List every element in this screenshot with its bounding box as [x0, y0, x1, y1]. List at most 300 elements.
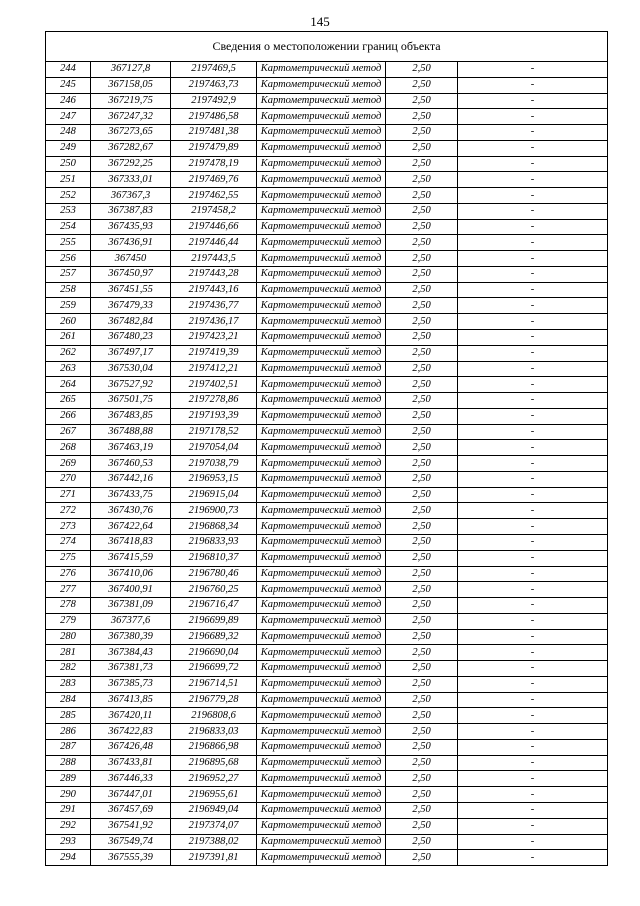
cell-description: -	[458, 850, 608, 866]
cell-point-number: 291	[46, 802, 91, 818]
cell-coordinate-x: 367480,23	[91, 330, 171, 346]
cell-point-number: 254	[46, 219, 91, 235]
cell-coordinate-y: 2196833,93	[171, 534, 257, 550]
table-row	[46, 519, 608, 535]
cell-coordinate-y: 2197486,58	[171, 109, 257, 125]
cell-coordinate-y: 2197436,77	[171, 298, 257, 314]
cell-method: Картометрический метод	[257, 755, 386, 771]
cell-method: Картометрический метод	[257, 345, 386, 361]
cell-description: -	[458, 724, 608, 740]
cell-point-number: 272	[46, 503, 91, 519]
table-row	[46, 109, 608, 125]
cell-method: Картометрический метод	[257, 266, 386, 282]
cell-coordinate-x: 367450	[91, 251, 171, 267]
cell-method: Картометрический метод	[257, 408, 386, 424]
cell-coordinate-x: 367273,65	[91, 125, 171, 141]
cell-accuracy: 2,50	[386, 235, 458, 251]
cell-accuracy: 2,50	[386, 850, 458, 866]
table-row	[46, 62, 608, 78]
cell-method: Картометрический метод	[257, 550, 386, 566]
cell-coordinate-x: 367447,01	[91, 787, 171, 803]
cell-method: Картометрический метод	[257, 850, 386, 866]
cell-coordinate-x: 367426,48	[91, 739, 171, 755]
cell-coordinate-x: 367292,25	[91, 156, 171, 172]
cell-coordinate-x: 367380,39	[91, 629, 171, 645]
table-row	[46, 266, 608, 282]
cell-coordinate-y: 2196833,03	[171, 724, 257, 740]
cell-description: -	[458, 345, 608, 361]
cell-method: Картометрический метод	[257, 802, 386, 818]
cell-method: Картометрический метод	[257, 471, 386, 487]
cell-coordinate-x: 367541,92	[91, 818, 171, 834]
cell-description: -	[458, 708, 608, 724]
cell-accuracy: 2,50	[386, 471, 458, 487]
cell-point-number: 269	[46, 456, 91, 472]
cell-coordinate-x: 367385,73	[91, 676, 171, 692]
cell-accuracy: 2,50	[386, 739, 458, 755]
cell-accuracy: 2,50	[386, 314, 458, 330]
cell-coordinate-y: 2196779,28	[171, 692, 257, 708]
cell-method: Картометрический метод	[257, 424, 386, 440]
cell-method: Картометрический метод	[257, 93, 386, 109]
cell-coordinate-y: 2197054,04	[171, 440, 257, 456]
cell-method: Картометрический метод	[257, 235, 386, 251]
cell-description: -	[458, 503, 608, 519]
cell-coordinate-x: 367497,17	[91, 345, 171, 361]
cell-coordinate-y: 2196868,34	[171, 519, 257, 535]
table-row	[46, 755, 608, 771]
cell-method: Картометрический метод	[257, 503, 386, 519]
cell-method: Картометрический метод	[257, 314, 386, 330]
cell-coordinate-x: 367488,88	[91, 424, 171, 440]
cell-description: -	[458, 393, 608, 409]
cell-coordinate-x: 367400,91	[91, 582, 171, 598]
table-row	[46, 692, 608, 708]
table-row	[46, 802, 608, 818]
cell-coordinate-y: 2197374,07	[171, 818, 257, 834]
cell-coordinate-y: 2197436,17	[171, 314, 257, 330]
table-title-row	[46, 32, 608, 62]
cell-coordinate-y: 2196808,6	[171, 708, 257, 724]
cell-coordinate-y: 2196699,89	[171, 613, 257, 629]
cell-accuracy: 2,50	[386, 203, 458, 219]
table-row	[46, 629, 608, 645]
cell-coordinate-x: 367555,39	[91, 850, 171, 866]
cell-method: Картометрический метод	[257, 487, 386, 503]
cell-point-number: 252	[46, 188, 91, 204]
cell-coordinate-y: 2197469,76	[171, 172, 257, 188]
cell-coordinate-x: 367549,74	[91, 834, 171, 850]
cell-point-number: 265	[46, 393, 91, 409]
cell-coordinate-y: 2196760,25	[171, 582, 257, 598]
cell-method: Картометрический метод	[257, 771, 386, 787]
cell-accuracy: 2,50	[386, 377, 458, 393]
cell-description: -	[458, 692, 608, 708]
cell-accuracy: 2,50	[386, 487, 458, 503]
table-row	[46, 471, 608, 487]
cell-coordinate-y: 2196953,15	[171, 471, 257, 487]
cell-point-number: 286	[46, 724, 91, 740]
cell-accuracy: 2,50	[386, 613, 458, 629]
cell-coordinate-x: 367527,92	[91, 377, 171, 393]
cell-coordinate-y: 2197178,52	[171, 424, 257, 440]
cell-point-number: 290	[46, 787, 91, 803]
table-row	[46, 456, 608, 472]
cell-point-number: 289	[46, 771, 91, 787]
cell-accuracy: 2,50	[386, 282, 458, 298]
table-row	[46, 424, 608, 440]
cell-method: Картометрический метод	[257, 109, 386, 125]
cell-description: -	[458, 424, 608, 440]
cell-description: -	[458, 235, 608, 251]
cell-accuracy: 2,50	[386, 645, 458, 661]
cell-point-number: 263	[46, 361, 91, 377]
cell-coordinate-y: 2197388,02	[171, 834, 257, 850]
cell-method: Картометрический метод	[257, 188, 386, 204]
cell-description: -	[458, 834, 608, 850]
cell-coordinate-x: 367367,3	[91, 188, 171, 204]
table-row	[46, 330, 608, 346]
cell-accuracy: 2,50	[386, 566, 458, 582]
cell-coordinate-y: 2197446,44	[171, 235, 257, 251]
cell-accuracy: 2,50	[386, 456, 458, 472]
table-row	[46, 787, 608, 803]
table-row	[46, 156, 608, 172]
cell-description: -	[458, 818, 608, 834]
table-row	[46, 235, 608, 251]
table-row	[46, 850, 608, 866]
cell-point-number: 249	[46, 140, 91, 156]
table-row	[46, 487, 608, 503]
cell-description: -	[458, 140, 608, 156]
cell-method: Картометрический метод	[257, 377, 386, 393]
cell-coordinate-y: 2196714,51	[171, 676, 257, 692]
cell-description: -	[458, 598, 608, 614]
cell-coordinate-y: 2197193,39	[171, 408, 257, 424]
cell-accuracy: 2,50	[386, 109, 458, 125]
cell-coordinate-x: 367482,84	[91, 314, 171, 330]
table-row	[46, 314, 608, 330]
cell-coordinate-x: 367422,64	[91, 519, 171, 535]
table-body	[46, 62, 608, 866]
table-row	[46, 582, 608, 598]
cell-method: Картометрический метод	[257, 140, 386, 156]
cell-description: -	[458, 755, 608, 771]
cell-accuracy: 2,50	[386, 661, 458, 677]
cell-accuracy: 2,50	[386, 755, 458, 771]
cell-description: -	[458, 266, 608, 282]
cell-description: -	[458, 203, 608, 219]
cell-accuracy: 2,50	[386, 125, 458, 141]
cell-coordinate-y: 2197481,38	[171, 125, 257, 141]
table-row	[46, 125, 608, 141]
cell-point-number: 287	[46, 739, 91, 755]
table-row	[46, 188, 608, 204]
cell-coordinate-y: 2197278,86	[171, 393, 257, 409]
cell-coordinate-y: 2196955,61	[171, 787, 257, 803]
cell-point-number: 268	[46, 440, 91, 456]
cell-point-number: 266	[46, 408, 91, 424]
cell-point-number: 271	[46, 487, 91, 503]
cell-method: Картометрический метод	[257, 172, 386, 188]
cell-coordinate-x: 367451,55	[91, 282, 171, 298]
cell-point-number: 293	[46, 834, 91, 850]
cell-method: Картометрический метод	[257, 456, 386, 472]
cell-method: Картометрический метод	[257, 393, 386, 409]
cell-method: Картометрический метод	[257, 598, 386, 614]
table-row	[46, 534, 608, 550]
cell-point-number: 247	[46, 109, 91, 125]
cell-description: -	[458, 314, 608, 330]
cell-point-number: 258	[46, 282, 91, 298]
cell-method: Картометрический метод	[257, 645, 386, 661]
cell-coordinate-y: 2197469,5	[171, 62, 257, 78]
cell-accuracy: 2,50	[386, 298, 458, 314]
cell-coordinate-x: 367479,33	[91, 298, 171, 314]
cell-coordinate-x: 367436,91	[91, 235, 171, 251]
cell-point-number: 274	[46, 534, 91, 550]
cell-accuracy: 2,50	[386, 62, 458, 78]
cell-coordinate-y: 2197443,5	[171, 251, 257, 267]
cell-description: -	[458, 676, 608, 692]
cell-coordinate-y: 2196866,98	[171, 739, 257, 755]
cell-accuracy: 2,50	[386, 93, 458, 109]
cell-description: -	[458, 298, 608, 314]
cell-description: -	[458, 330, 608, 346]
cell-accuracy: 2,50	[386, 172, 458, 188]
table-row	[46, 203, 608, 219]
cell-point-number: 262	[46, 345, 91, 361]
cell-method: Картометрический метод	[257, 361, 386, 377]
cell-point-number: 275	[46, 550, 91, 566]
cell-coordinate-x: 367501,75	[91, 393, 171, 409]
cell-accuracy: 2,50	[386, 802, 458, 818]
table-row	[46, 676, 608, 692]
cell-coordinate-y: 2197419,39	[171, 345, 257, 361]
cell-method: Картометрический метод	[257, 251, 386, 267]
cell-method: Картометрический метод	[257, 818, 386, 834]
cell-description: -	[458, 787, 608, 803]
cell-coordinate-x: 367463,19	[91, 440, 171, 456]
cell-point-number: 256	[46, 251, 91, 267]
cell-description: -	[458, 125, 608, 141]
cell-accuracy: 2,50	[386, 393, 458, 409]
cell-method: Картометрический метод	[257, 125, 386, 141]
table-row	[46, 361, 608, 377]
cell-point-number: 292	[46, 818, 91, 834]
cell-coordinate-y: 2197443,16	[171, 282, 257, 298]
cell-point-number: 282	[46, 661, 91, 677]
table-row	[46, 251, 608, 267]
cell-method: Картометрический метод	[257, 787, 386, 803]
cell-coordinate-x: 367446,33	[91, 771, 171, 787]
cell-description: -	[458, 582, 608, 598]
cell-coordinate-x: 367377,6	[91, 613, 171, 629]
cell-method: Картометрический метод	[257, 534, 386, 550]
cell-method: Картометрический метод	[257, 203, 386, 219]
cell-coordinate-x: 367158,05	[91, 77, 171, 93]
table-row	[46, 771, 608, 787]
table-row	[46, 645, 608, 661]
cell-coordinate-x: 367435,93	[91, 219, 171, 235]
cell-point-number: 277	[46, 582, 91, 598]
cell-method: Картометрический метод	[257, 629, 386, 645]
cell-description: -	[458, 440, 608, 456]
cell-coordinate-x: 367418,83	[91, 534, 171, 550]
cell-accuracy: 2,50	[386, 188, 458, 204]
cell-coordinate-x: 367381,73	[91, 661, 171, 677]
table-row	[46, 140, 608, 156]
cell-coordinate-x: 367433,75	[91, 487, 171, 503]
table-row	[46, 77, 608, 93]
cell-coordinate-x: 367219,75	[91, 93, 171, 109]
cell-description: -	[458, 487, 608, 503]
table-row	[46, 440, 608, 456]
cell-accuracy: 2,50	[386, 219, 458, 235]
cell-method: Картометрический метод	[257, 77, 386, 93]
cell-description: -	[458, 661, 608, 677]
cell-coordinate-x: 367450,97	[91, 266, 171, 282]
cell-point-number: 246	[46, 93, 91, 109]
cell-coordinate-x: 367387,83	[91, 203, 171, 219]
cell-point-number: 250	[46, 156, 91, 172]
cell-method: Картометрический метод	[257, 661, 386, 677]
table-row	[46, 613, 608, 629]
cell-description: -	[458, 456, 608, 472]
cell-point-number: 261	[46, 330, 91, 346]
cell-coordinate-y: 2197492,9	[171, 93, 257, 109]
cell-coordinate-y: 2196699,72	[171, 661, 257, 677]
cell-point-number: 245	[46, 77, 91, 93]
cell-coordinate-y: 2197423,21	[171, 330, 257, 346]
cell-point-number: 248	[46, 125, 91, 141]
cell-point-number: 284	[46, 692, 91, 708]
cell-accuracy: 2,50	[386, 77, 458, 93]
cell-description: -	[458, 613, 608, 629]
cell-coordinate-y: 2196780,46	[171, 566, 257, 582]
cell-description: -	[458, 802, 608, 818]
table-row	[46, 219, 608, 235]
cell-description: -	[458, 282, 608, 298]
cell-coordinate-y: 2197446,66	[171, 219, 257, 235]
cell-coordinate-y: 2197402,51	[171, 377, 257, 393]
cell-coordinate-y: 2196689,32	[171, 629, 257, 645]
cell-description: -	[458, 251, 608, 267]
cell-point-number: 288	[46, 755, 91, 771]
cell-accuracy: 2,50	[386, 266, 458, 282]
cell-coordinate-y: 2197462,55	[171, 188, 257, 204]
table-row	[46, 503, 608, 519]
table-row	[46, 408, 608, 424]
table-row	[46, 377, 608, 393]
cell-method: Картометрический метод	[257, 834, 386, 850]
cell-method: Картометрический метод	[257, 739, 386, 755]
cell-coordinate-x: 367442,16	[91, 471, 171, 487]
table-row	[46, 818, 608, 834]
cell-coordinate-x: 367422,83	[91, 724, 171, 740]
document-body	[45, 31, 607, 866]
cell-coordinate-x: 367460,53	[91, 456, 171, 472]
cell-accuracy: 2,50	[386, 692, 458, 708]
table-row	[46, 550, 608, 566]
cell-method: Картометрический метод	[257, 298, 386, 314]
cell-method: Картометрический метод	[257, 724, 386, 740]
cell-description: -	[458, 771, 608, 787]
cell-point-number: 267	[46, 424, 91, 440]
cell-accuracy: 2,50	[386, 534, 458, 550]
cell-description: -	[458, 471, 608, 487]
cell-point-number: 281	[46, 645, 91, 661]
cell-accuracy: 2,50	[386, 724, 458, 740]
cell-accuracy: 2,50	[386, 251, 458, 267]
cell-point-number: 244	[46, 62, 91, 78]
cell-point-number: 257	[46, 266, 91, 282]
cell-coordinate-y: 2196895,68	[171, 755, 257, 771]
cell-point-number: 273	[46, 519, 91, 535]
cell-method: Картометрический метод	[257, 156, 386, 172]
table-row	[46, 739, 608, 755]
cell-coordinate-x: 367430,76	[91, 503, 171, 519]
cell-accuracy: 2,50	[386, 676, 458, 692]
cell-point-number: 255	[46, 235, 91, 251]
cell-description: -	[458, 156, 608, 172]
cell-point-number: 285	[46, 708, 91, 724]
cell-method: Картометрический метод	[257, 62, 386, 78]
cell-method: Картометрический метод	[257, 692, 386, 708]
cell-coordinate-y: 2196915,04	[171, 487, 257, 503]
cell-accuracy: 2,50	[386, 582, 458, 598]
cell-method: Картометрический метод	[257, 708, 386, 724]
cell-description: -	[458, 93, 608, 109]
cell-point-number: 251	[46, 172, 91, 188]
cell-description: -	[458, 534, 608, 550]
cell-coordinate-y: 2197479,89	[171, 140, 257, 156]
cell-coordinate-x: 367457,69	[91, 802, 171, 818]
cell-method: Картометрический метод	[257, 613, 386, 629]
cell-coordinate-y: 2197038,79	[171, 456, 257, 472]
table-row	[46, 345, 608, 361]
cell-coordinate-x: 367420,11	[91, 708, 171, 724]
cell-description: -	[458, 739, 608, 755]
cell-coordinate-y: 2197412,21	[171, 361, 257, 377]
cell-description: -	[458, 172, 608, 188]
cell-coordinate-y: 2196716,47	[171, 598, 257, 614]
cell-method: Картометрический метод	[257, 219, 386, 235]
cell-coordinate-x: 367530,04	[91, 361, 171, 377]
cell-accuracy: 2,50	[386, 598, 458, 614]
cell-point-number: 294	[46, 850, 91, 866]
cell-description: -	[458, 188, 608, 204]
cell-accuracy: 2,50	[386, 156, 458, 172]
cell-accuracy: 2,50	[386, 140, 458, 156]
cell-coordinate-x: 367127,8	[91, 62, 171, 78]
cell-accuracy: 2,50	[386, 818, 458, 834]
cell-method: Картометрический метод	[257, 582, 386, 598]
table-row	[46, 93, 608, 109]
cell-method: Картометрический метод	[257, 440, 386, 456]
cell-description: -	[458, 377, 608, 393]
cell-accuracy: 2,50	[386, 834, 458, 850]
cell-method: Картометрический метод	[257, 519, 386, 535]
cell-coordinate-y: 2197463,73	[171, 77, 257, 93]
cell-point-number: 278	[46, 598, 91, 614]
table-row	[46, 298, 608, 314]
cell-point-number: 270	[46, 471, 91, 487]
cell-coordinate-y: 2196949,04	[171, 802, 257, 818]
cell-point-number: 279	[46, 613, 91, 629]
cell-description: -	[458, 566, 608, 582]
cell-point-number: 264	[46, 377, 91, 393]
